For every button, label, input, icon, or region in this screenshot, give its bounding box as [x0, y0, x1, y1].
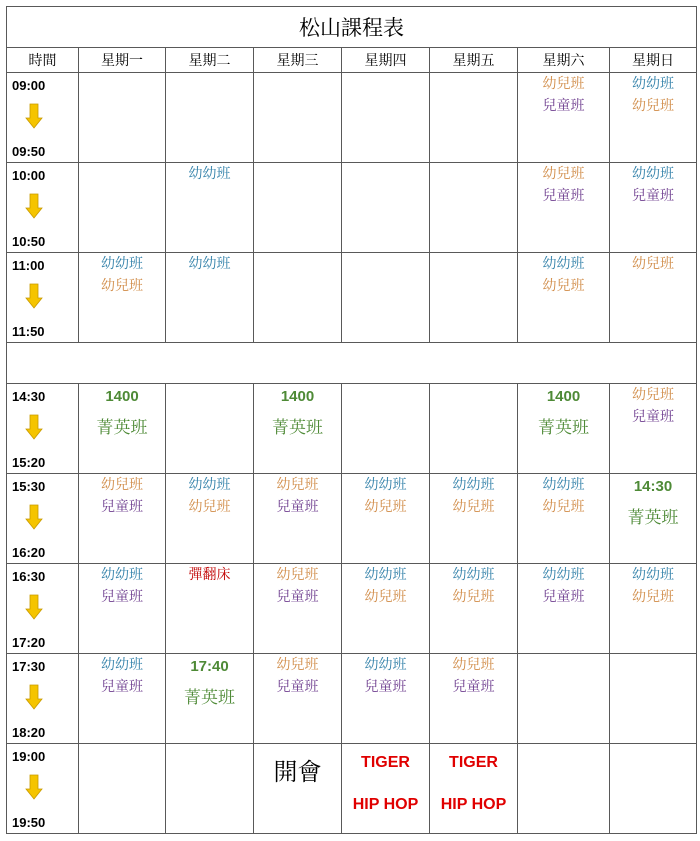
class-label: 幼幼班	[452, 567, 495, 583]
time-slot-row	[7, 744, 697, 834]
cell-sunday	[610, 253, 697, 343]
cell-sunday	[610, 744, 697, 834]
cell-wednesday	[254, 253, 342, 343]
time-cell	[7, 384, 79, 474]
class-label: 幼兒班	[276, 567, 319, 583]
cell-monday	[79, 564, 166, 654]
end-time: 11:50	[12, 324, 45, 339]
cell-friday	[430, 73, 518, 163]
cell-tuesday	[166, 253, 254, 343]
cell-wednesday	[254, 384, 342, 474]
cell-saturday	[518, 654, 610, 744]
header-thursday: 星期四	[342, 48, 430, 73]
header-tuesday: 星期二	[166, 48, 254, 73]
end-time: 19:50	[12, 815, 46, 830]
start-time: 16:30	[12, 569, 46, 584]
cell-sunday	[610, 163, 697, 253]
class-label: 幼兒班	[364, 589, 407, 605]
down-arrow-icon	[25, 684, 43, 710]
cell-sunday	[610, 654, 697, 744]
cell-thursday	[342, 744, 430, 834]
cell-sunday	[610, 384, 697, 474]
cell-monday	[79, 73, 166, 163]
class-label: 幼幼班	[542, 567, 585, 583]
class-label: 幼幼班	[632, 567, 674, 583]
lunch-gap-cell	[7, 343, 697, 384]
cell-saturday	[518, 474, 610, 564]
class-label: 兒童班	[276, 679, 319, 695]
cell-sunday	[610, 564, 697, 654]
class-label: 幼幼班	[632, 166, 674, 182]
class-label: 兒童班	[364, 679, 407, 695]
class-label: 兒童班	[542, 98, 585, 114]
elite-class-label: 菁英班	[272, 418, 323, 438]
class-label: 幼兒班	[101, 477, 143, 493]
time-cell	[7, 253, 79, 343]
time-slot-row	[7, 163, 697, 253]
class-label: 幼兒班	[452, 499, 495, 515]
class-label: 幼幼班	[188, 477, 231, 493]
end-time: 16:20	[12, 545, 46, 560]
header-time: 時間	[7, 48, 79, 73]
cell-friday	[430, 253, 518, 343]
down-arrow-icon	[25, 594, 43, 620]
down-arrow-icon	[25, 103, 43, 129]
cell-saturday	[518, 253, 610, 343]
cell-thursday	[342, 73, 430, 163]
elite-class-label: 菁英班	[627, 508, 679, 528]
cell-friday	[430, 384, 518, 474]
class-label: 幼幼班	[101, 657, 143, 673]
class-label: 幼幼班	[101, 567, 143, 583]
down-arrow-icon	[25, 774, 43, 800]
class-label: 兒童班	[101, 589, 143, 605]
class-label: 幼幼班	[364, 657, 407, 673]
header-saturday: 星期六	[518, 48, 610, 73]
start-time: 19:00	[12, 749, 46, 764]
cell-thursday	[342, 253, 430, 343]
class-label: 幼幼班	[364, 477, 407, 493]
class-label: 幼幼班	[188, 166, 231, 182]
start-time: 11:00	[12, 258, 45, 273]
schedule-title: 松山課程表	[7, 7, 697, 48]
class-label: 幼兒班	[276, 477, 319, 493]
cell-wednesday	[254, 73, 342, 163]
cell-wednesday	[254, 163, 342, 253]
tiger-class-label: TIGER	[449, 754, 498, 771]
cell-friday	[430, 163, 518, 253]
class-time-label: 1400	[105, 388, 139, 405]
class-label: 幼兒班	[542, 76, 585, 92]
cell-tuesday	[166, 73, 254, 163]
time-slot-row	[7, 654, 697, 744]
start-time: 10:00	[12, 168, 46, 183]
class-time-label: 17:40	[190, 658, 229, 675]
class-label: 兒童班	[632, 188, 674, 204]
down-arrow-icon	[25, 193, 43, 219]
class-label: 幼幼班	[188, 256, 231, 272]
down-arrow-icon	[25, 283, 43, 309]
down-arrow-icon	[25, 504, 43, 530]
class-label: 幼兒班	[276, 657, 319, 673]
class-label: 幼兒班	[452, 657, 495, 673]
end-time: 09:50	[12, 144, 46, 159]
cell-monday	[79, 163, 166, 253]
class-label: 幼幼班	[452, 477, 495, 493]
class-label: 兒童班	[276, 589, 319, 605]
class-label: 幼兒班	[101, 278, 143, 294]
hiphop-class-label: HIP HOP	[352, 796, 419, 813]
class-time-label: 1400	[546, 388, 581, 405]
class-label: 兒童班	[276, 499, 319, 515]
class-label: 幼幼班	[101, 256, 143, 272]
cell-wednesday	[254, 564, 342, 654]
cell-tuesday	[166, 744, 254, 834]
header-wednesday: 星期三	[254, 48, 342, 73]
down-arrow-icon	[25, 414, 43, 440]
schedule-body	[7, 73, 697, 834]
time-cell	[7, 163, 79, 253]
class-label: 幼兒班	[632, 256, 674, 272]
cell-saturday	[518, 744, 610, 834]
class-label: 兒童班	[101, 679, 143, 695]
time-slot-row	[7, 474, 697, 564]
cell-sunday	[610, 474, 697, 564]
time-cell	[7, 564, 79, 654]
cell-thursday	[342, 564, 430, 654]
cell-tuesday	[166, 564, 254, 654]
class-label: 幼兒班	[542, 166, 585, 182]
end-time: 10:50	[12, 234, 46, 249]
class-label: 兒童班	[101, 499, 143, 515]
class-label: 彈翻床	[188, 567, 231, 583]
time-cell	[7, 474, 79, 564]
class-label: 幼幼班	[542, 477, 585, 493]
header-sunday: 星期日	[610, 48, 697, 73]
start-time: 14:30	[12, 389, 46, 404]
end-time: 15:20	[12, 455, 46, 470]
cell-wednesday	[254, 474, 342, 564]
class-label: 兒童班	[452, 679, 495, 695]
time-cell	[7, 73, 79, 163]
lunch-gap-row	[7, 343, 697, 384]
cell-saturday	[518, 163, 610, 253]
start-time: 17:30	[12, 659, 46, 674]
tiger-class-label: TIGER	[361, 754, 410, 771]
header-friday: 星期五	[430, 48, 518, 73]
cell-monday	[79, 253, 166, 343]
time-cell	[7, 744, 79, 834]
class-label: 幼兒班	[632, 98, 674, 114]
end-time: 18:20	[12, 725, 46, 740]
elite-class-label: 菁英班	[184, 688, 235, 708]
cell-wednesday	[254, 654, 342, 744]
class-label: 幼幼班	[542, 256, 585, 272]
class-label: 幼兒班	[542, 499, 585, 515]
cell-thursday	[342, 654, 430, 744]
meeting-label: 開會	[273, 758, 322, 786]
cell-thursday	[342, 163, 430, 253]
time-slot-row	[7, 384, 697, 474]
header-monday: 星期一	[79, 48, 166, 73]
elite-class-label: 菁英班	[538, 418, 589, 438]
time-slot-row	[7, 253, 697, 343]
cell-thursday	[342, 474, 430, 564]
cell-monday	[79, 384, 166, 474]
time-cell	[7, 654, 79, 744]
end-time: 17:20	[12, 635, 46, 650]
start-time: 15:30	[12, 479, 46, 494]
class-label: 兒童班	[542, 589, 585, 605]
time-slot-row	[7, 73, 697, 163]
cell-saturday	[518, 564, 610, 654]
class-label: 幼兒班	[632, 589, 674, 605]
class-label: 幼兒班	[632, 387, 674, 403]
cell-monday	[79, 474, 166, 564]
class-label: 幼幼班	[364, 567, 407, 583]
class-label: 幼兒班	[188, 499, 231, 515]
class-label: 幼兒班	[452, 589, 495, 605]
cell-friday	[430, 654, 518, 744]
cell-tuesday	[166, 654, 254, 744]
cell-monday	[79, 654, 166, 744]
cell-wednesday	[254, 744, 342, 834]
start-time: 09:00	[12, 78, 46, 93]
cell-friday	[430, 744, 518, 834]
class-label: 兒童班	[632, 409, 674, 425]
cell-monday	[79, 744, 166, 834]
class-label: 幼兒班	[364, 499, 407, 515]
hiphop-class-label: HIP HOP	[440, 796, 507, 813]
cell-friday	[430, 564, 518, 654]
cell-sunday	[610, 73, 697, 163]
cell-saturday	[518, 73, 610, 163]
cell-thursday	[342, 384, 430, 474]
cell-tuesday	[166, 384, 254, 474]
class-time-label: 1400	[280, 388, 315, 405]
class-label: 幼幼班	[632, 76, 674, 92]
cell-friday	[430, 474, 518, 564]
class-label: 兒童班	[542, 188, 585, 204]
elite-class-label: 菁英班	[96, 418, 148, 438]
class-time-label: 14:30	[633, 478, 673, 495]
cell-tuesday	[166, 474, 254, 564]
schedule-table	[6, 6, 697, 834]
cell-saturday	[518, 384, 610, 474]
cell-tuesday	[166, 163, 254, 253]
class-label: 幼兒班	[542, 278, 585, 294]
time-slot-row	[7, 564, 697, 654]
